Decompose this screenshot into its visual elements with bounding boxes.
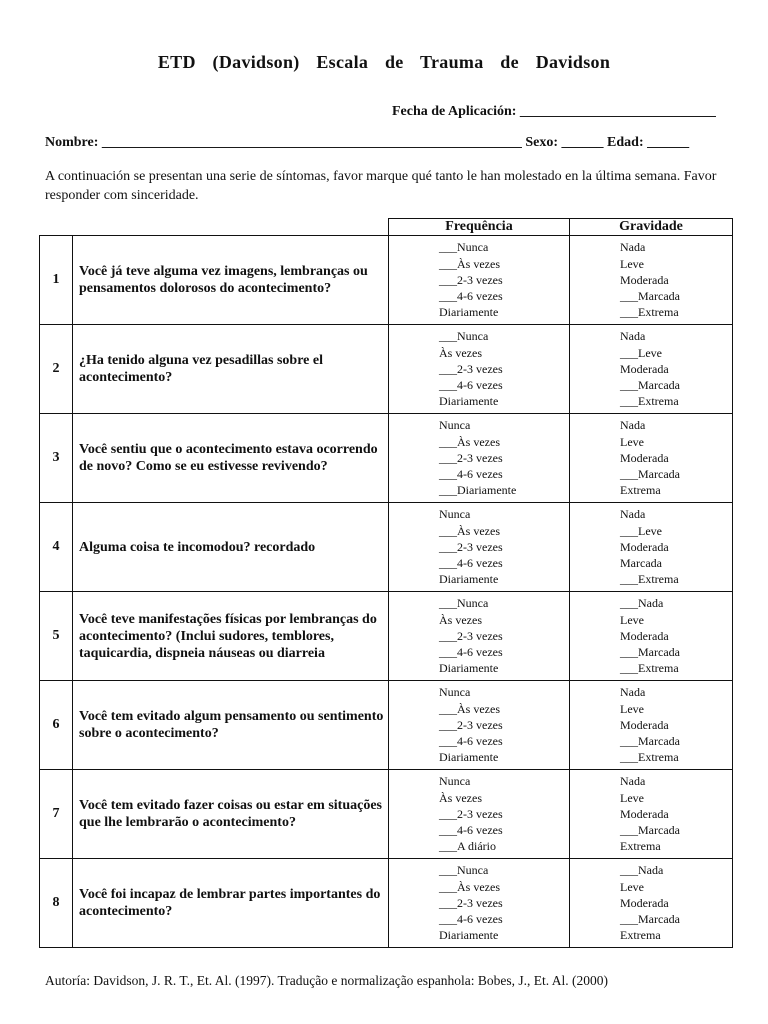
frequency-option[interactable]: ___Nunca (439, 863, 489, 878)
item-number: 4 (40, 503, 73, 592)
instructions-text: A continuación se presentan una serie de síntomas, favor marque qué tanto le han molestado en la última semana. Favor responder com sinceridade. (45, 169, 717, 203)
item-number: 1 (40, 236, 73, 325)
frequency-option[interactable]: ___A diário (439, 839, 496, 854)
application-date-field[interactable]: Fecha de Aplicación: ____________________________ (392, 104, 716, 119)
severity-option[interactable]: Marcada (620, 556, 662, 571)
item-question: Você tem evitado fazer coisas ou estar em situações que lhe lembrarão o acontecimento? (73, 770, 389, 859)
severity-option[interactable]: Nada (620, 418, 646, 433)
frequency-option[interactable]: ___Às vezes (439, 879, 500, 894)
severity-option[interactable]: Leve (620, 701, 644, 716)
severity-options (570, 503, 733, 592)
severity-option[interactable]: Moderada (620, 450, 669, 465)
header-blank (40, 219, 73, 236)
severity-option[interactable]: Moderada (620, 628, 669, 643)
severity-option[interactable]: ___Marcada (620, 823, 680, 838)
severity-option[interactable]: Leve (620, 612, 644, 627)
header-severity: Gravidade (570, 219, 733, 236)
severity-option[interactable]: ___Marcada (620, 645, 680, 660)
frequency-option[interactable]: ___Nunca (439, 596, 489, 611)
item-question: ¿Ha tenido alguna vez pesadillas sobre el acontecimento? (73, 325, 389, 414)
frequency-option[interactable]: ___2-3 vezes (439, 717, 503, 732)
frequency-option[interactable]: Diariamente (439, 305, 499, 320)
frequency-option[interactable]: ___4-6 vezes (439, 645, 503, 660)
item-number: 3 (40, 414, 73, 503)
item-number: 5 (40, 592, 73, 681)
page-title: ETD (Davidson) Escala de Trauma de Davidson (157, 52, 611, 72)
frequency-option[interactable]: Nunca (439, 507, 471, 522)
severity-option[interactable]: ___Marcada (620, 467, 680, 482)
severity-option[interactable]: Leve (620, 256, 644, 271)
frequency-options (389, 859, 570, 948)
frequency-option[interactable]: Diariamente (439, 661, 499, 676)
severity-option[interactable]: Leve (620, 879, 644, 894)
frequency-option[interactable]: ___4-6 vezes (439, 823, 503, 838)
frequency-option[interactable]: ___Nunca (439, 329, 489, 344)
frequency-option[interactable]: ___Às vezes (439, 523, 500, 538)
severity-option[interactable]: Leve (620, 434, 644, 449)
frequency-options (389, 414, 570, 503)
frequency-option[interactable]: ___2-3 vezes (439, 272, 503, 287)
frequency-option[interactable]: ___2-3 vezes (439, 895, 503, 910)
severity-option[interactable]: ___Marcada (620, 912, 680, 927)
frequency-options (389, 236, 570, 325)
severity-option[interactable]: ___Marcada (620, 289, 680, 304)
table-row (40, 770, 733, 859)
severity-option[interactable]: Extrema (620, 839, 661, 854)
severity-option[interactable]: Extrema (620, 928, 661, 943)
frequency-option[interactable]: Diariamente (439, 750, 499, 765)
frequency-option[interactable]: Nunca (439, 774, 471, 789)
severity-option[interactable]: ___Marcada (620, 734, 680, 749)
severity-option[interactable]: Leve (620, 790, 644, 805)
severity-option[interactable]: ___Marcada (620, 378, 680, 393)
frequency-option[interactable]: ___4-6 vezes (439, 289, 503, 304)
item-number: 2 (40, 325, 73, 414)
frequency-option[interactable]: Às vezes (439, 790, 482, 805)
frequency-option[interactable]: ___4-6 vezes (439, 378, 503, 393)
severity-options (570, 592, 733, 681)
frequency-option[interactable]: ___Às vezes (439, 256, 500, 271)
item-question: Você tem evitado algum pensamento ou sentimento sobre o acontecimento? (73, 681, 389, 770)
frequency-option[interactable]: Diariamente (439, 572, 499, 587)
table-row (40, 236, 733, 325)
item-number: 8 (40, 859, 73, 948)
item-number: 7 (40, 770, 73, 859)
table-row (40, 325, 733, 414)
item-question: Você teve manifestações físicas por lembranças do acontecimento? (Inclui sudores, temblores, taquicardia, dispneia náuseas ou diarreia (73, 592, 389, 681)
severity-option[interactable]: Moderada (620, 539, 669, 554)
table-header-row (40, 219, 733, 236)
frequency-options (389, 681, 570, 770)
severity-option[interactable]: ___Leve (620, 345, 662, 360)
table-row (40, 592, 733, 681)
frequency-option[interactable]: ___2-3 vezes (439, 539, 503, 554)
severity-options (570, 414, 733, 503)
item-question: Você foi incapaz de lembrar partes importantes do acontecimento? (73, 859, 389, 948)
severity-options (570, 681, 733, 770)
frequency-option[interactable]: Diariamente (439, 928, 499, 943)
item-question: Você já teve alguma vez imagens, lembranças ou pensamentos dolorosos do acontecimento? (73, 236, 389, 325)
frequency-options (389, 592, 570, 681)
frequency-option[interactable]: Às vezes (439, 345, 482, 360)
item-question: Alguma coisa te incomodou? recordado (73, 503, 389, 592)
frequency-option[interactable]: Diariamente (439, 394, 499, 409)
severity-options (570, 325, 733, 414)
table-row (40, 414, 733, 503)
severity-option[interactable]: Extrema (620, 483, 661, 498)
severity-option[interactable]: ___Extrema (620, 305, 679, 320)
frequency-option[interactable]: Nunca (439, 418, 471, 433)
severity-option[interactable]: ___Leve (620, 523, 662, 538)
table-row (40, 503, 733, 592)
table-row (40, 859, 733, 948)
frequency-options (389, 325, 570, 414)
severity-option[interactable]: ___Extrema (620, 394, 679, 409)
severity-option[interactable]: Nada (620, 774, 646, 789)
frequency-option[interactable]: ___4-6 vezes (439, 467, 503, 482)
frequency-option[interactable]: ___4-6 vezes (439, 556, 503, 571)
severity-option[interactable]: ___Nada (620, 596, 664, 611)
frequency-option[interactable]: ___Às vezes (439, 434, 500, 449)
frequency-option[interactable]: ___Às vezes (439, 701, 500, 716)
frequency-option[interactable]: ___4-6 vezes (439, 734, 503, 749)
severity-option[interactable]: Moderada (620, 895, 669, 910)
severity-option[interactable]: Moderada (620, 717, 669, 732)
severity-option[interactable]: ___Nada (620, 863, 664, 878)
frequency-options (389, 503, 570, 592)
severity-option[interactable]: ___Extrema (620, 750, 679, 765)
severity-option[interactable]: Nada (620, 685, 646, 700)
severity-option[interactable]: Moderada (620, 272, 669, 287)
header-frequency: Frequência (389, 219, 570, 236)
severity-option[interactable]: ___Extrema (620, 661, 679, 676)
trauma-scale-table (39, 218, 733, 948)
frequency-option[interactable]: ___2-3 vezes (439, 806, 503, 821)
severity-options (570, 859, 733, 948)
severity-option[interactable]: Nada (620, 329, 646, 344)
frequency-option[interactable]: Nunca (439, 685, 471, 700)
item-number: 6 (40, 681, 73, 770)
severity-option[interactable]: ___Extrema (620, 572, 679, 587)
table-row (40, 681, 733, 770)
frequency-option[interactable]: ___2-3 vezes (439, 450, 503, 465)
severity-options (570, 236, 733, 325)
frequency-option[interactable]: ___2-3 vezes (439, 628, 503, 643)
name-sex-age-fields[interactable]: Nombre: ____________________________________________________________ Sexo: ______ Edad: ______ (45, 135, 690, 150)
severity-option[interactable]: Moderada (620, 361, 669, 376)
item-question: Você sentiu que o acontecimento estava ocorrendo de novo? Como se eu estivesse revivendo? (73, 414, 389, 503)
frequency-options (389, 770, 570, 859)
frequency-option[interactable]: ___Nunca (439, 240, 489, 255)
frequency-option[interactable]: ___2-3 vezes (439, 361, 503, 376)
frequency-option[interactable]: Às vezes (439, 612, 482, 627)
severity-option[interactable]: Nada (620, 240, 646, 255)
frequency-option[interactable]: ___4-6 vezes (439, 912, 503, 927)
header-blank (73, 219, 389, 236)
severity-option[interactable]: Nada (620, 507, 646, 522)
severity-option[interactable]: Moderada (620, 806, 669, 821)
footer-citation: Autoría: Davidson, J. R. T., Et. Al. (1997). Tradução e normalização espanhola: Bobes, J., Et. Al. (2000) (45, 973, 609, 988)
frequency-option[interactable]: ___Diariamente (439, 483, 517, 498)
severity-options (570, 770, 733, 859)
